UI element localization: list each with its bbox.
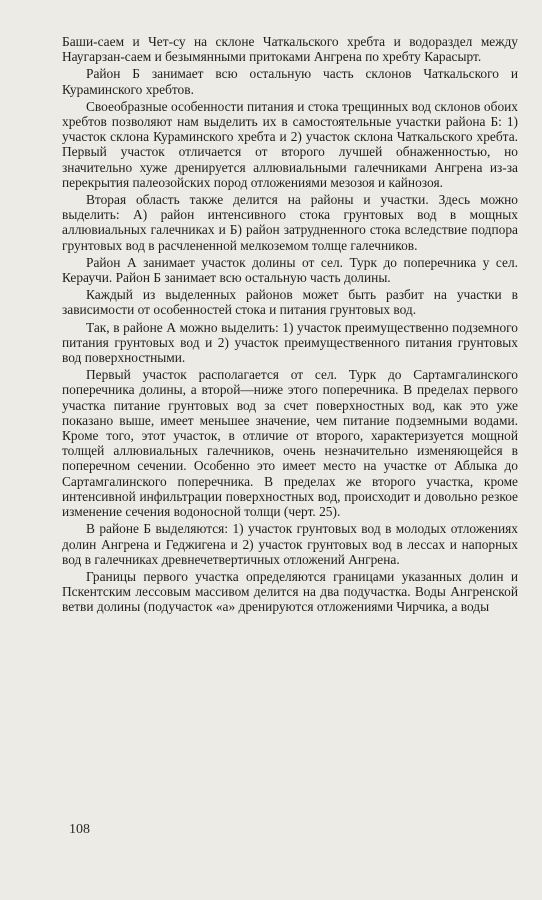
page-body xyxy=(62,34,518,617)
page-number: 108 xyxy=(69,822,90,837)
paragraph: Район А занимает участок долины от сел. Турк до поперечника у сел. Кераучи. Район Б занимает всю остальную часть долины. xyxy=(62,254,518,286)
paragraph: Баши-саем и Чет-су на склоне Чаткальского хребта и водораздел между Наугарзан-саем и безымянными притоками Ангрена по хребту Карасырт. xyxy=(62,34,518,65)
paragraph: Так, в районе А можно выделить: 1) участок преимущественно подземного питания грунтовых вод и 2) участок преимущественного питания грунтовых вод поверхностными. xyxy=(62,319,518,366)
paragraph: Границы первого участка определяются границами указанных долин и Пскентским лессовым массивом делится на два подучастка. Воды Ангренской ветви долины (подучасток «а» дренируются отложениями Чирчика, а воды xyxy=(62,568,518,615)
paragraph: В районе Б выделяются: 1) участок грунтовых вод в молодых отложениях долин Ангрена и Геджигена и 2) участок грунтовых вод в лессах и напорных вод в галечниках древнечетвертичных отложений Ангрена. xyxy=(62,521,518,567)
paragraph: Своеобразные особенности питания и стока трещинных вод склонов обоих хребтов позволяют нам выделить их в самостоятельные участки района Б: 1) участок склона Кураминского хребта и 2) участок склона Чаткальского хребта. Первый участок отличается от второго лучшей обнаженностью, но значительно хуже дренируется аллювиальными галечниками Ангрена из-за перекрытия палеозойских пород отложениями мезозоя и кайнозоя. xyxy=(62,98,518,190)
paragraph: Вторая область также делится на районы и участки. Здесь можно выделить: А) район интенсивного стока грунтовых вод в мощных аллювиальных галечниках и Б) район затрудненного стока вследствие подпора грунтовых вод в расчлененной мелкоземом толще галечников. xyxy=(62,192,518,253)
paragraph: Первый участок располагается от сел. Турк до Сартамгалинского поперечника долины, а второй—ниже этого поперечника. В пределах первого участка питание грунтовых вод за счет поверхностных вод, как это уже показано выше, имеет меньшее значение, чем питание подземными водами. Кроме того, этот участок, в отличие от второго, характеризуется мощной толщей аллювиальных галечников, очень незначительно изменяющейся в поперечном сечении. Особенно это имеет место на участке от Аблыка до Сартамгалинского поперечника. В пределах же второго участка, кроме интенсивной инфильтрации поверхностных вод, происходит и довольно резкое изменение сечения водоносной толщи (черт. 25). xyxy=(62,367,518,520)
paragraph: Район Б занимает всю остальную часть склонов Чаткальского и Кураминского хребтов. xyxy=(62,66,518,97)
paragraph: Каждый из выделенных районов может быть разбит на участки в зависимости от особенностей стока и питания грунтовых вод. xyxy=(62,287,518,318)
